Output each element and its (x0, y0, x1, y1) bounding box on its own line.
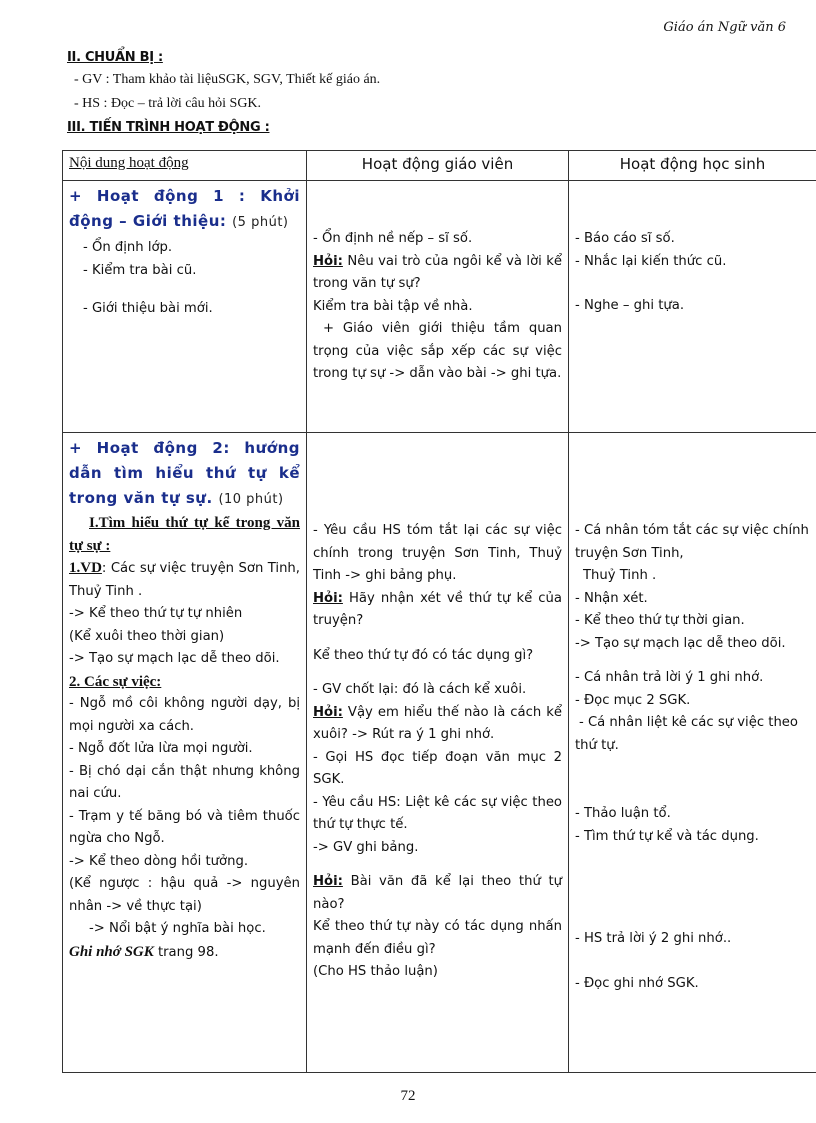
act2-content-line: - Bị chó dại cắn thật nhưng không nai cứu. (69, 763, 300, 801)
vd-text: : Các sự việc truyện Sơn Tinh, Thuỷ Tinh . (69, 561, 300, 599)
note-text: trang 98. (153, 944, 219, 960)
act2-content-cell (63, 433, 307, 1073)
act2-student-line: - Tìm thứ tự kể và tác dụng. (575, 828, 759, 844)
act2-teacher-cell (307, 433, 569, 1073)
act2-student-line: - Đọc mục 2 SGK. (575, 692, 691, 708)
act2-content-line: - Ngỗ mồ côi không người dạy, bị mọi người xa cách. (69, 696, 300, 734)
act2-student-line: - Đọc ghi nhớ SGK. (575, 975, 699, 991)
act2-student-line: - Thảo luận tổ. (575, 806, 671, 821)
note-label: Ghi nhớ SGK (69, 943, 154, 960)
act2-student-line: - Cá nhân trả lời ý 1 ghi nhớ. (575, 670, 764, 685)
act1-student-line: - Báo cáo sĩ số. (575, 231, 675, 246)
page-header: Giáo án Ngữ văn 6 (663, 20, 786, 35)
act2-student-line: - HS trả lời ý 2 ghi nhớ.. (575, 931, 732, 946)
act1-duration: (5 phút) (232, 215, 289, 230)
vd-label: 1.VD (69, 560, 102, 576)
question-label: Hỏi: (313, 253, 343, 269)
col-header-teacher: Hoạt động giáo viên (307, 151, 569, 181)
act1-student-line: - Nghe – ghi tựa. (575, 298, 685, 313)
act2-student-line: -> Tạo sự mạch lạc dễ theo dõi. (575, 635, 786, 651)
question-label: Hỏi: (313, 590, 343, 606)
act1-teacher-cell (307, 181, 569, 433)
col-header-student: Hoạt động học sinh (569, 151, 816, 181)
act2-teacher-line: (Cho HS thảo luận) (313, 964, 438, 979)
table-row-activity-1 (63, 181, 816, 433)
table-row-activity-2 (63, 433, 816, 1073)
act2-student-line: - Cá nhân liệt kê các sự việc theo thứ tự. (575, 715, 798, 753)
act2-student-line: Thuỷ Tinh . (583, 568, 657, 583)
act2-content-line: -> Kể theo thứ tự tự nhiên (69, 606, 243, 621)
act2-student-cell (569, 433, 816, 1073)
col-header-content: Nội dung hoạt động (63, 151, 307, 181)
act2-content-line: -> Nổi bật ý nghĩa bài học. (89, 921, 266, 936)
act2-heading-1: I.Tìm hiểu thứ tự kể trong văn tự sự : (69, 515, 300, 554)
prep-hs: - HS : Đọc – trả lời câu hỏi SGK. (74, 96, 262, 111)
act2-teacher-question: Hãy nhận xét về thứ tự kể của truyện? (313, 590, 562, 628)
act1-content-line: - Ổn định lớp. (83, 240, 173, 255)
act2-teacher-line: Kể theo thứ tự này có tác dụng nhấn mạnh đến điều gì? (313, 919, 562, 957)
act2-teacher-question: Bài văn đã kể lại theo thứ tự nào? (313, 874, 562, 912)
section-process-heading: III. TIẾN TRÌNH HOẠT ĐỘNG : (67, 120, 270, 135)
act2-student-line: - Kể theo thứ tự thời gian. (575, 613, 745, 628)
act2-content-line: - Ngỗ đốt lửa lừa mọi người. (69, 741, 253, 756)
act2-teacher-line: - Yêu cầu HS: Liệt kê các sự việc theo thứ tự thực tế. (313, 794, 562, 832)
act2-title-text: + Hoạt động 2: hướng dẫn tìm hiểu thứ tự kể trong văn tự sự. (69, 439, 300, 507)
activity-table (62, 150, 816, 1073)
act2-content-line: -> Kể theo dòng hồi tưởng. (69, 853, 249, 869)
act2-title (69, 436, 300, 512)
act1-student-line: - Nhắc lại kiến thức cũ. (575, 253, 727, 269)
act1-content-cell (63, 181, 307, 433)
act1-student-cell (569, 181, 816, 433)
act1-teacher-line: Kiểm tra bài tập về nhà. (313, 298, 473, 314)
page-number: 72 (400, 1088, 416, 1104)
act2-content-line: - Trạm y tế băng bó và tiêm thuốc ngừa cho Ngỗ. (69, 808, 300, 846)
table-header-row (63, 151, 816, 181)
act2-teacher-line: -> GV ghi bảng. (313, 839, 419, 855)
act1-teacher-line: + Giáo viên giới thiệu tầm quan trọng của việc sắp xếp các sự việc trong tự sự -> dẫn vào bài -> ghi tựa. (313, 321, 562, 381)
act2-teacher-line: - Yêu cầu HS tóm tắt lại các sự việc chính trong truyện Sơn Tinh, Thuỷ Tinh -> ghi bảng phụ. (313, 523, 562, 583)
act2-content-line: (Kể xuôi theo thời gian) (69, 628, 225, 644)
act2-teacher-line: - Gọi HS đọc tiếp đoạn văn mục 2 SGK. (313, 749, 562, 787)
question-label: Hỏi: (313, 874, 343, 889)
act2-teacher-question: Vậy em hiểu thế nào là cách kể xuôi? -> Rút ra ý 1 ghi nhớ. (313, 704, 562, 742)
act2-content-line: (Kể ngược : hậu quả -> nguyên nhân -> về thực tại) (69, 876, 300, 914)
question-label: Hỏi: (313, 704, 343, 720)
act1-title (69, 184, 300, 235)
act2-content-line: -> Tạo sự mạch lạc dễ theo dõi. (69, 651, 280, 666)
section-prep-heading: II. CHUẨN BỊ : (67, 50, 163, 65)
act2-teacher-line: - GV chốt lại: đó là cách kể xuôi. (313, 682, 527, 697)
act1-teacher-line: - Ổn định nề nếp – sĩ số. (313, 231, 473, 246)
act1-teacher-question: Nêu vai trò của ngôi kể và lời kể trong văn tự sự? (313, 253, 562, 291)
act2-student-line: - Nhận xét. (575, 590, 648, 606)
act1-content-line: - Giới thiệu bài mới. (83, 301, 213, 316)
act2-heading-2: 2. Các sự việc: (69, 673, 162, 690)
act2-duration: (10 phút) (218, 492, 284, 507)
act2-teacher-line: Kể theo thứ tự đó có tác dụng gì? (313, 647, 534, 663)
act2-student-line: - Cá nhân tóm tắt các sự việc chính truyện Sơn Tinh, (575, 523, 809, 561)
act1-title-text: + Hoạt động 1 : Khởi động – Giới thiệu: (69, 187, 300, 230)
prep-gv: - GV : Tham khảo tài liệuSGK, SGV, Thiết kế giáo án. (74, 72, 381, 87)
act1-content-line: - Kiểm tra bài cũ. (83, 262, 197, 278)
